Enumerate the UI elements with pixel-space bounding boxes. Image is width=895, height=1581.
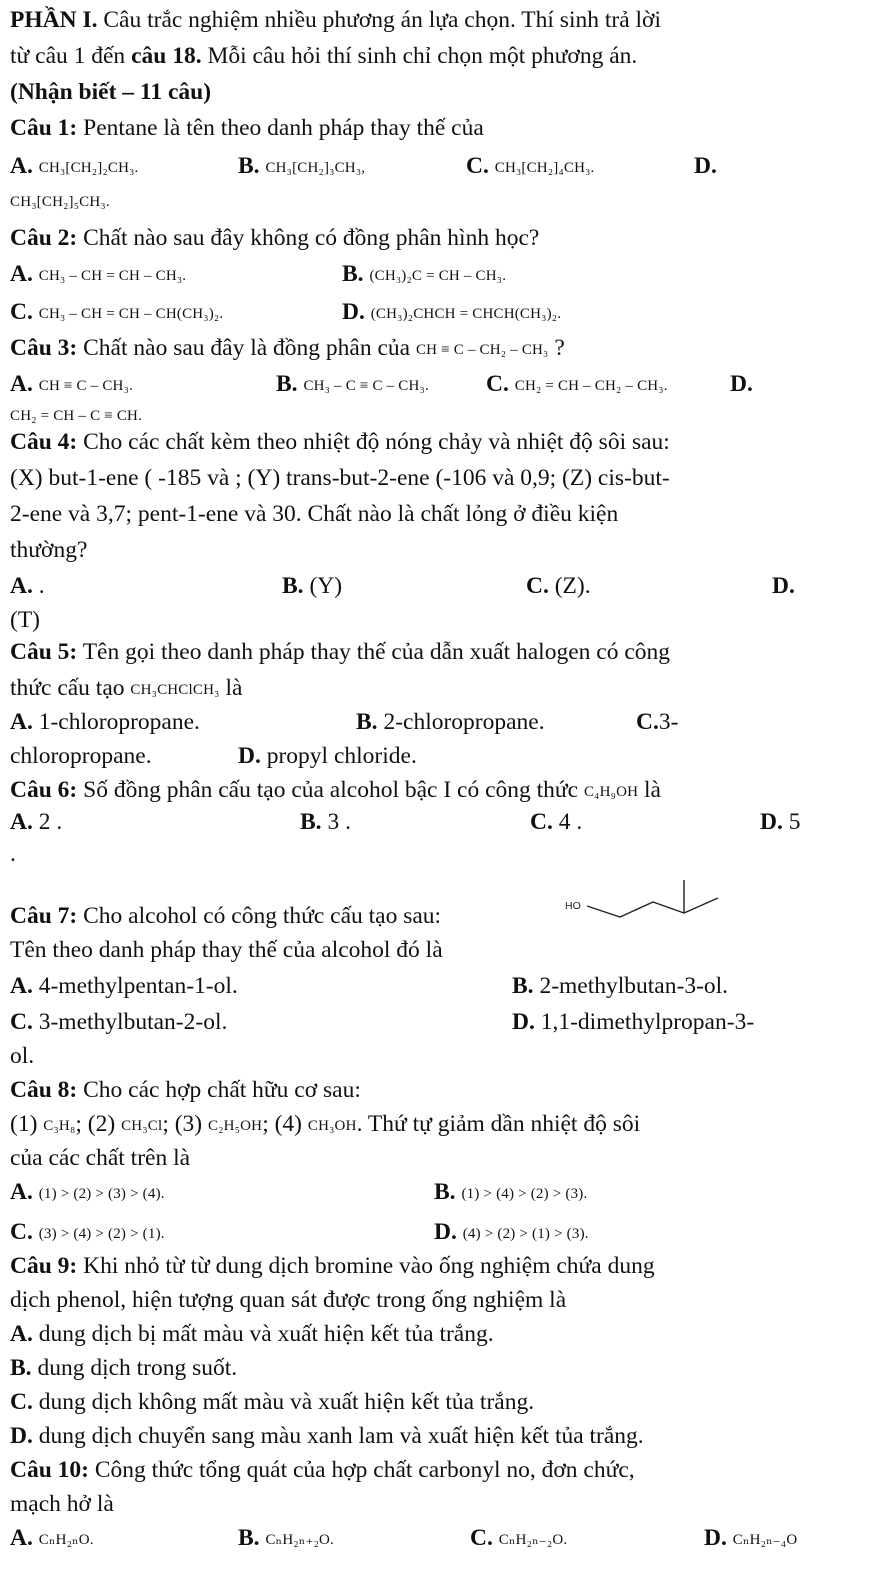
option-label: A. — [10, 153, 33, 179]
option-label: B. — [282, 573, 304, 599]
compound-2: CH₃Cl — [121, 1118, 163, 1134]
question-10 — [10, 1454, 635, 1486]
stem-text: ; (2) — [75, 1111, 122, 1137]
option-d[interactable] — [760, 806, 800, 838]
option-formula: CH₂ = CH – CH₂ – CH₃. — [514, 378, 668, 394]
option-d-text: (T) — [10, 607, 41, 633]
question-number: Câu 9: — [10, 1253, 78, 1279]
question-4-line-4: thường? — [10, 537, 88, 563]
option-formula: (1) > (4) > (2) > (3). — [461, 1186, 588, 1202]
option-text: 1,1-dimethylpropan-3- — [534, 1009, 755, 1035]
option-d[interactable] — [730, 368, 753, 400]
instructions-line-1: Câu trắc nghiệm nhiều phương án lựa chọn. Thí sinh trả lời — [97, 7, 662, 33]
option-formula: CH₃[CH₂]₄CH₃. — [494, 160, 595, 176]
question-number: Câu 5: — [10, 639, 78, 665]
stem-text: ; (3) — [162, 1111, 209, 1137]
option-label: B. — [356, 709, 378, 735]
option-label: C. — [10, 1389, 33, 1415]
question-stem: Cho các hợp chất hữu cơ sau: — [77, 1077, 361, 1103]
option-d[interactable] — [694, 150, 717, 182]
option-c[interactable] — [530, 806, 582, 838]
option-a[interactable] — [10, 970, 238, 1002]
option-formula: CH₂ = CH – C ≡ CH. — [10, 408, 143, 424]
question-4-line-3: 2-ene và 3,7; pent-1-ene và 30. Chất nào là chất lỏng ở điều kiện — [10, 501, 619, 527]
question-9-line-2: dịch phenol, hiện tượng quan sát được trong ống nghiệm là — [10, 1287, 567, 1313]
option-formula: CH₃[CH₂]₃CH₃, — [265, 160, 366, 176]
option-text: 3-methylbutan-2-ol. — [32, 1009, 228, 1035]
option-label: A. — [10, 573, 33, 599]
option-b[interactable] — [276, 368, 429, 402]
option-label: A. — [10, 261, 33, 287]
option-label: B. — [238, 1525, 260, 1551]
option-label: A. — [10, 709, 33, 735]
option-a[interactable] — [10, 258, 186, 292]
option-a[interactable] — [10, 706, 200, 738]
option-b[interactable] — [300, 806, 351, 838]
question-stem: Cho các chất kèm theo nhiệt độ nóng chảy và nhiệt độ sôi sau: — [77, 429, 670, 455]
option-c[interactable] — [636, 706, 678, 738]
question-stem: Số đồng phân cấu tạo của alcohol bậc I có công thức — [77, 777, 584, 803]
option-b[interactable] — [238, 150, 365, 184]
option-text: dung dịch không mất màu và xuất hiện kết tủa trắng. — [32, 1389, 535, 1415]
question-number: Câu 7: — [10, 903, 78, 929]
option-formula: (1) > (2) > (3) > (4). — [38, 1186, 165, 1202]
option-formula: CH₃[CH₂]₂CH₃. — [38, 160, 139, 176]
question-2 — [10, 222, 539, 254]
option-label: D. — [434, 1219, 457, 1245]
option-label: A. — [10, 1179, 33, 1205]
option-b[interactable] — [512, 970, 728, 1002]
question-stem: Pentane là tên theo danh pháp thay thế của — [77, 115, 484, 141]
stem-formula: C₄H₉OH — [583, 784, 639, 800]
option-a[interactable] — [10, 1318, 494, 1350]
option-text: 5 — [782, 809, 801, 835]
instructions-bold: câu 18. — [131, 43, 202, 69]
option-c[interactable] — [10, 296, 223, 330]
instructions-text: từ câu 1 đến — [10, 43, 132, 69]
question-number: Câu 10: — [10, 1457, 89, 1483]
option-b[interactable] — [342, 258, 506, 292]
option-formula: CₙH₂ₙO. — [38, 1532, 94, 1548]
option-label: B. — [342, 261, 364, 287]
part-heading — [10, 4, 661, 36]
part-label: PHẦN I. — [10, 7, 98, 33]
question-number: Câu 1: — [10, 115, 78, 141]
option-formula: CₙH₂ₙ₋₂O. — [498, 1532, 568, 1548]
question-4-line-2: (X) but-1-ene ( -185 và ; (Y) trans-but-2-ene (-106 và 0,9; (Z) cis-but- — [10, 465, 670, 491]
option-a[interactable] — [10, 1522, 94, 1556]
option-label: A. — [10, 809, 33, 835]
question-stem: Chất nào sau đây là đồng phân của — [77, 335, 416, 361]
question-9 — [10, 1250, 655, 1282]
option-b[interactable] — [282, 570, 342, 602]
option-text: (Y) — [303, 573, 343, 599]
option-label: D. — [730, 371, 753, 397]
level-heading: (Nhận biết – 11 câu) — [10, 79, 212, 105]
question-5-line-2 — [10, 672, 242, 706]
option-text: 4 . — [552, 809, 583, 835]
option-label: B. — [300, 809, 322, 835]
compound-3: C₂H₅OH — [208, 1118, 263, 1134]
question-7-line-2: Tên theo danh pháp thay thế của alcohol đó là — [10, 937, 443, 963]
option-label: D. — [694, 153, 717, 179]
option-label: A. — [10, 973, 33, 999]
option-label: D. — [772, 573, 795, 599]
option-c[interactable] — [466, 150, 595, 184]
question-number: Câu 4: — [10, 429, 78, 455]
option-d[interactable] — [342, 296, 561, 330]
option-label: C. — [530, 809, 553, 835]
question-5 — [10, 636, 670, 668]
option-c[interactable] — [526, 570, 591, 602]
question-3 — [10, 332, 565, 366]
question-7 — [10, 900, 441, 932]
option-c[interactable] — [10, 1386, 534, 1418]
option-c-continued: chloropropane. — [10, 743, 152, 769]
option-label: A. — [10, 371, 33, 397]
option-formula: CH₃ – CH = CH – CH₃. — [38, 268, 187, 284]
option-text: 4-methylpentan-1-ol. — [32, 973, 238, 999]
question-8 — [10, 1074, 361, 1106]
option-a[interactable] — [10, 150, 139, 184]
option-label: C. — [470, 1525, 493, 1551]
stem-text: . Thứ tự giảm dần nhiệt độ sôi — [356, 1111, 641, 1137]
option-text: dung dịch bị mất màu và xuất hiện kết tủa trắng. — [32, 1321, 494, 1347]
question-8-line-2 — [10, 1108, 640, 1142]
option-label: D. — [760, 809, 783, 835]
option-b[interactable] — [356, 706, 545, 738]
option-c[interactable] — [10, 1006, 227, 1038]
question-number: Câu 8: — [10, 1077, 78, 1103]
stem-end: là — [638, 777, 661, 803]
question-stem: Chất nào sau đây không có đồng phân hình học? — [77, 225, 540, 251]
option-label: C. — [526, 573, 549, 599]
stem-formula: CH₃CHClCH₃ — [130, 682, 220, 698]
option-label: D. — [512, 1009, 535, 1035]
compound-1: C₃H₈ — [43, 1118, 76, 1134]
option-a[interactable] — [10, 806, 62, 838]
question-stem: Tên gọi theo danh pháp thay thế của dẫn xuất halogen có công — [77, 639, 671, 665]
option-formula: CH₃[CH₂]₅CH₃. — [10, 194, 110, 210]
option-b[interactable] — [434, 1176, 587, 1210]
option-d[interactable] — [10, 1420, 644, 1452]
skeletal-structure — [565, 876, 725, 922]
stem-formula: CH ≡ C – CH₂ – CH₃ — [415, 342, 549, 358]
stem-text: (1) — [10, 1111, 44, 1137]
option-label: B. — [238, 153, 260, 179]
option-label: B. — [10, 1355, 32, 1381]
instructions-line-2 — [10, 40, 637, 72]
option-d[interactable] — [238, 740, 417, 772]
instructions-text-end: Mỗi câu hỏi thí sinh chỉ chọn một phương án. — [201, 43, 638, 69]
option-c[interactable] — [10, 1216, 165, 1250]
compound-4: CH₃OH — [307, 1118, 357, 1134]
option-label: C. — [10, 1009, 33, 1035]
option-label: A. — [10, 1525, 33, 1551]
carbon-chain — [587, 898, 718, 917]
option-formula: CH ≡ C – CH₃. — [38, 378, 133, 394]
option-text: 2 . — [32, 809, 63, 835]
option-label: D. — [704, 1525, 727, 1551]
option-label: D. — [10, 1423, 33, 1449]
option-formula: CₙH₂ₙ₊₂O. — [265, 1532, 335, 1548]
option-formula: (3) > (4) > (2) > (1). — [38, 1226, 165, 1242]
option-d-formula — [10, 184, 110, 218]
option-text: dung dịch chuyển sang màu xanh lam và xuất hiện kết tủa trắng. — [32, 1423, 644, 1449]
option-label: A. — [10, 1321, 33, 1347]
option-text: dung dịch trong suốt. — [31, 1355, 238, 1381]
option-d[interactable] — [512, 1006, 754, 1038]
question-stem: Khi nhỏ từ từ dung dịch bromine vào ống nghiệm chứa dung — [77, 1253, 655, 1279]
option-formula: (4) > (2) > (1) > (3). — [462, 1226, 589, 1242]
option-text: 2-chloropropane. — [377, 709, 545, 735]
option-d[interactable] — [704, 1522, 797, 1556]
option-d[interactable] — [772, 570, 795, 602]
option-text: . — [32, 573, 45, 599]
stem-text: ; (4) — [262, 1111, 308, 1137]
option-d-continued: ol. — [10, 1043, 35, 1069]
option-a[interactable] — [10, 1176, 165, 1210]
question-number: Câu 3: — [10, 335, 78, 361]
option-label: B. — [434, 1179, 456, 1205]
option-text: 3- — [658, 709, 679, 735]
option-label: C. — [10, 299, 33, 325]
question-4 — [10, 426, 670, 458]
option-text: 1-chloropropane. — [32, 709, 200, 735]
option-formula: (CH₃)₂C = CH – CH₃. — [369, 268, 507, 284]
question-number: Câu 2: — [10, 225, 78, 251]
option-text: (Z). — [548, 573, 591, 599]
option-formula: CH₃ – C ≡ C – CH₃. — [303, 378, 429, 394]
option-formula: (CH₃)₂CHCH = CHCH(CH₃)₂. — [370, 306, 562, 322]
question-stem: Công thức tổng quát của hợp chất carbonyl no, đơn chức, — [89, 1457, 635, 1483]
option-c[interactable] — [470, 1522, 567, 1556]
question-10-line-2: mạch hở là — [10, 1491, 114, 1517]
question-1 — [10, 112, 484, 144]
question-6 — [10, 774, 661, 808]
trailing-dot: . — [10, 841, 16, 867]
question-stem: Cho alcohol có công thức cấu tạo sau: — [77, 903, 442, 929]
option-formula: CH₃ – CH = CH – CH(CH₃)₂. — [38, 306, 224, 322]
option-formula: CₙH₂ₙ₋₄O — [732, 1532, 798, 1548]
option-c[interactable] — [486, 368, 668, 402]
stem-end: ? — [548, 335, 565, 361]
option-label: C. — [636, 709, 659, 735]
question-number: Câu 6: — [10, 777, 78, 803]
option-label: B. — [512, 973, 534, 999]
option-label: D. — [238, 743, 261, 769]
option-b[interactable] — [10, 1352, 237, 1384]
option-label: C. — [466, 153, 489, 179]
option-a[interactable] — [10, 368, 133, 402]
option-d[interactable] — [434, 1216, 589, 1250]
option-text: 3 . — [321, 809, 351, 835]
stem-text: thức cấu tạo — [10, 675, 131, 701]
option-text: propyl chloride. — [260, 743, 417, 769]
option-b[interactable] — [238, 1522, 334, 1556]
option-text: 2-methylbutan-3-ol. — [533, 973, 729, 999]
option-label: C. — [10, 1219, 33, 1245]
question-8-line-3: của các chất trên là — [10, 1145, 191, 1171]
option-label: D. — [342, 299, 365, 325]
hydroxyl-label: HO — [565, 900, 581, 912]
option-label: C. — [486, 371, 509, 397]
option-label: B. — [276, 371, 298, 397]
stem-end: là — [219, 675, 243, 701]
option-a[interactable] — [10, 570, 45, 602]
